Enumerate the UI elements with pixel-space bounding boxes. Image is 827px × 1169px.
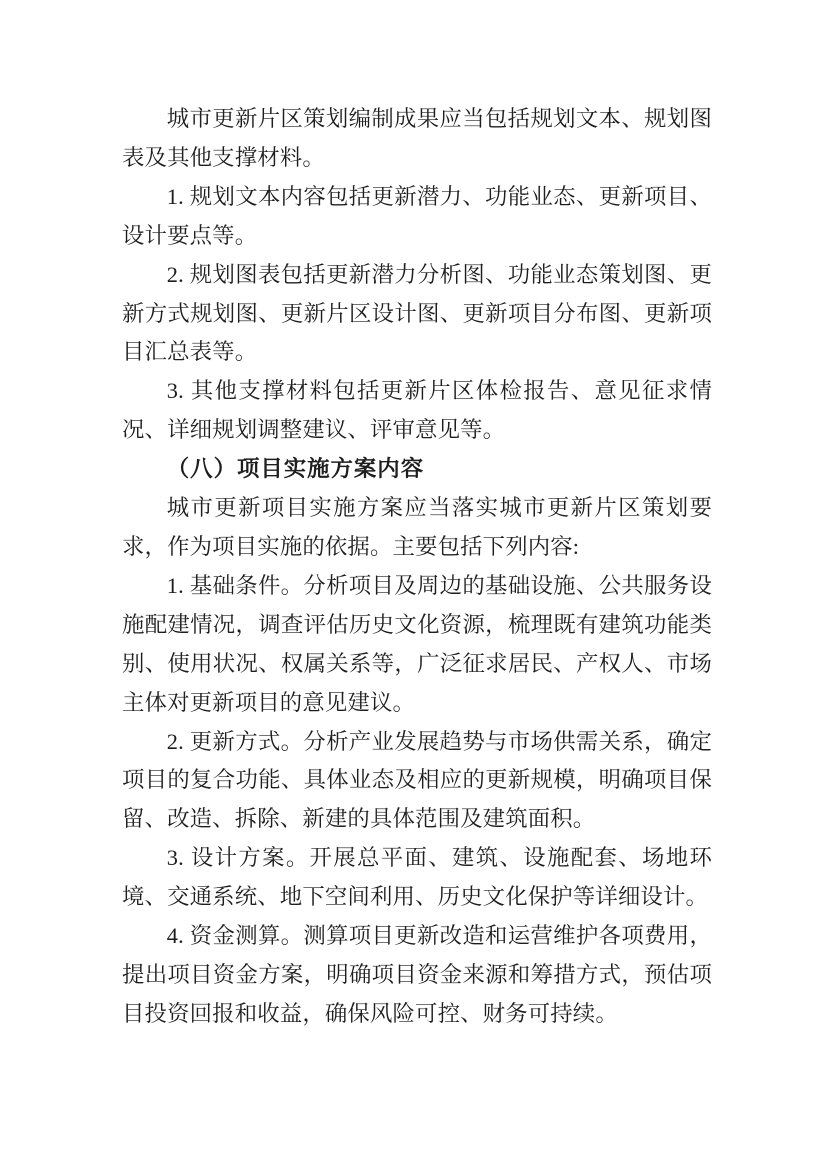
paragraph-funding-estimate: 4. 资金测算。测算项目更新改造和运营维护各项费用，提出项目资金方案，明确项目资金来源和筹措方式，预估项目投资回报和收益，确保风险可控、财务可持续。 [122,923,712,1026]
paragraph-design-scheme: 3. 设计方案。开展总平面、建筑、设施配套、场地环境、交通系统、地下空间利用、历史文化保护等详细设计。 [122,845,712,910]
paragraph-planning-outcomes: 城市更新片区策划编制成果应当包括规划文本、规划图表及其他支撑材料。 [122,106,712,170]
document-body [122,100,712,1034]
paragraph-renewal-method: 2. 更新方式。分析产业发展趋势与市场供需关系，确定项目的复合功能、具体业态及相应的更新规模，明确项目保留、改造、拆除、新建的具体范围及建筑面积。 [122,728,712,832]
paragraph-planning-text-content: 1. 规划文本内容包括更新潜力、功能业态、更新项目、设计要点等。 [122,183,712,248]
paragraph-basic-conditions: 1. 基础条件。分析项目及周边的基础设施、公共服务设施配建情况，调查评估历史文化资源，梳理既有建筑功能类别、使用状况、权属关系等，广泛征求居民、产权人、市场主体对更新项目的意见建议。 [122,572,712,715]
paragraph-implementation-intro: 城市更新项目实施方案应当落实城市更新片区策划要求，作为项目实施的依据。主要包括下列内容: [122,495,712,559]
paragraph-planning-charts: 2. 规划图表包括更新潜力分析图、功能业态策划图、更新方式规划图、更新片区设计图、更新项目分布图、更新项目汇总表等。 [122,261,712,365]
paragraph-supporting-materials: 3. 其他支撑材料包括更新片区体检报告、意见征求情况、详细规划调整建议、评审意见等。 [122,378,712,443]
section-heading-project-implementation: （八）项目实施方案内容 [166,456,425,482]
